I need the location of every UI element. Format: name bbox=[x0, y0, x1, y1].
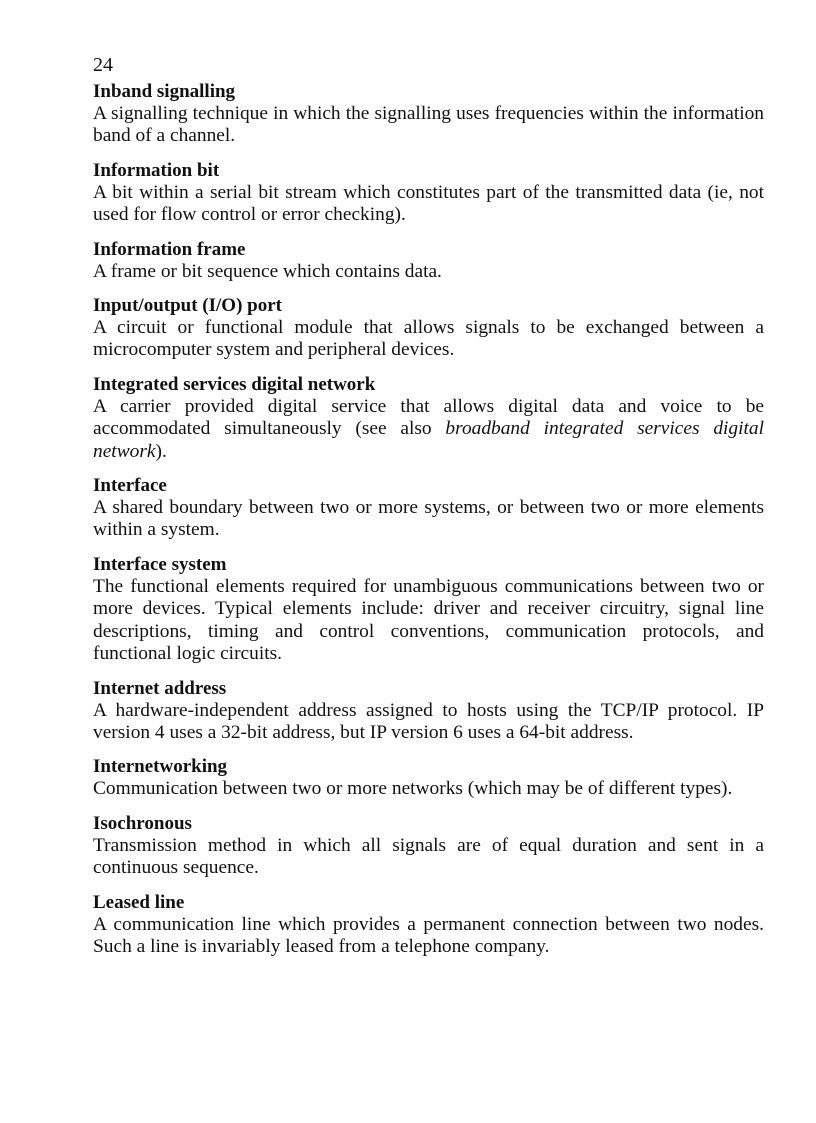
term: Input/output (I/O) port bbox=[93, 295, 282, 317]
glossary-entry-input-output-port bbox=[93, 295, 764, 362]
definition: A frame or bit sequence which contains data. bbox=[93, 260, 442, 282]
definition: The functional elements required for unambiguous communications between two or more devices. Typical elements include: driver and receiver circuitry, signal line descriptions, timing and control conventions, communication protocols, and functional logic circuits. bbox=[93, 575, 764, 665]
definition: A hardware-independent address assigned to hosts using the TCP/IP protocol. IP version 4 uses a 32-bit address, but IP version 6 uses a 64-bit address. bbox=[93, 699, 764, 743]
glossary-entry-inband-signalling bbox=[93, 81, 764, 148]
cross-reference-link: broadband integrated services digital network bbox=[93, 418, 764, 462]
definition: Communication between two or more networks (which may be of different types). bbox=[93, 778, 733, 800]
glossary-entry-isochronous bbox=[93, 813, 764, 880]
definition: A signalling technique in which the signalling uses frequencies within the information band of a channel. bbox=[93, 103, 764, 147]
definition-end: ). bbox=[155, 440, 167, 462]
term: Leased line bbox=[93, 891, 185, 913]
term: Internetworking bbox=[93, 756, 228, 778]
glossary-entry-leased-line bbox=[93, 892, 764, 959]
term: Isochronous bbox=[93, 812, 192, 834]
definition: A circuit or functional module that allows signals to be exchanged between a microcomputer system and peripheral devices. bbox=[93, 317, 764, 361]
glossary-entry-internetworking bbox=[93, 756, 764, 800]
definition: A bit within a serial bit stream which constitutes part of the transmitted data (ie, not used for flow control or error checking). bbox=[93, 181, 764, 226]
definition bbox=[93, 396, 764, 463]
page-number: 24 bbox=[93, 54, 113, 76]
definition-text: A carrier provided digital service that allows digital data and voice to be accommodated simultaneously (see also bbox=[93, 395, 764, 440]
term: Interface bbox=[93, 475, 167, 497]
term: Information bit bbox=[93, 159, 220, 181]
term: Inband signalling bbox=[93, 81, 236, 102]
term: Information frame bbox=[93, 238, 246, 260]
glossary-entry-interface-system bbox=[93, 554, 764, 666]
glossary-entry-information-frame bbox=[93, 239, 764, 283]
term: Integrated services digital network bbox=[93, 373, 376, 395]
glossary-entry-interface bbox=[93, 475, 764, 542]
definition: Transmission method in which all signals are of equal duration and sent in a continuous sequence. bbox=[93, 834, 764, 879]
term: Internet address bbox=[93, 677, 227, 699]
definition: A communication line which provides a permanent connection between two nodes. Such a line is invariably leased from a telephone company. bbox=[93, 913, 764, 957]
glossary-entry-isdn bbox=[93, 374, 764, 463]
definition: A shared boundary between two or more systems, or between two or more elements within a system. bbox=[93, 497, 764, 541]
glossary-entry-information-bit bbox=[93, 160, 764, 227]
term: Interface system bbox=[93, 553, 227, 575]
glossary-entry-internet-address bbox=[93, 678, 764, 745]
